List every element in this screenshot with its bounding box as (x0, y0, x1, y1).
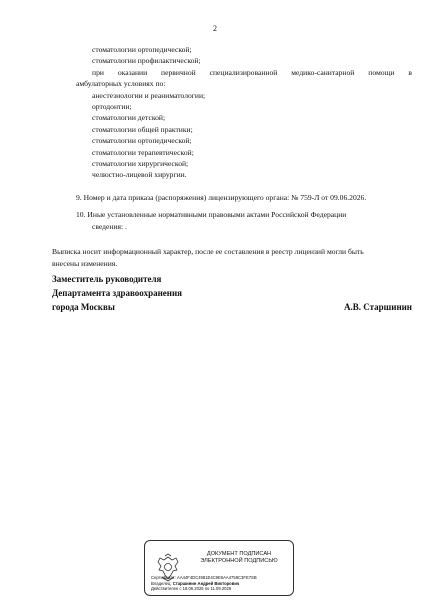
signer-department: Департамента здравоохранения (52, 288, 183, 298)
list-item: стоматологии общей практики; (92, 124, 193, 134)
info-note: Выписка носит информационный характер, после ее составления в реестр лицензий могли быть (52, 247, 364, 257)
list-item: стоматологии профилактической; (92, 56, 201, 66)
list-item: стоматологии ортопедической; (92, 136, 192, 146)
item-9: 9. Номер и дата приказа (распоряжения) лицензирующего органа: № 759-Л от 09.06.2026. (76, 192, 367, 202)
condition-text: при оказании первичной специализированной медико-санитарной помощи в (92, 67, 412, 77)
item-10-continued: сведения: . (92, 221, 127, 231)
list-item: ортодонтии; (92, 102, 132, 112)
signer-name: А.В. Старшинин (343, 302, 412, 312)
certificate-validity: Действителен с 18.06.2025 по 11.09.2026 (151, 586, 232, 592)
document-body (52, 44, 412, 269)
list-item: анестезиологии и реаниматологии; (92, 90, 206, 100)
item-10: 10. Иные установленные нормативными правовыми актами Российской Федерации (76, 210, 347, 220)
electronic-signature-stamp (144, 540, 294, 596)
stamp-details (151, 575, 291, 592)
signature-row (52, 300, 412, 314)
certificate-id: Сертификат: AA44F4DC4981E4C9E6AA4759C3FE7SB (151, 575, 257, 580)
signer-city: города Москвы (52, 302, 115, 312)
condition-text-continued: амбулаторных условиях по: (76, 79, 166, 89)
stamp-title: ДОКУМЕНТ ПОДПИСАН ЭЛЕКТРОННОЙ ПОДПИСЬЮ (200, 551, 278, 564)
page-number: 2 (213, 24, 217, 33)
info-note-continued: внесены изменения. (52, 258, 118, 268)
list-item: челюстно-лицевой хирургии. (92, 170, 187, 180)
list-item: стоматологии ортопедической; (92, 45, 192, 54)
signer-position: Заместитель руководителя (52, 274, 162, 284)
list-item: стоматологии хирургической; (92, 159, 189, 169)
certificate-owner: Владелец: Старшинин Андрей Викторович (151, 580, 240, 586)
signature-block (52, 272, 412, 314)
list-item: стоматологии детской; (92, 113, 166, 123)
list-item: стоматологии терапевтической; (92, 147, 194, 157)
